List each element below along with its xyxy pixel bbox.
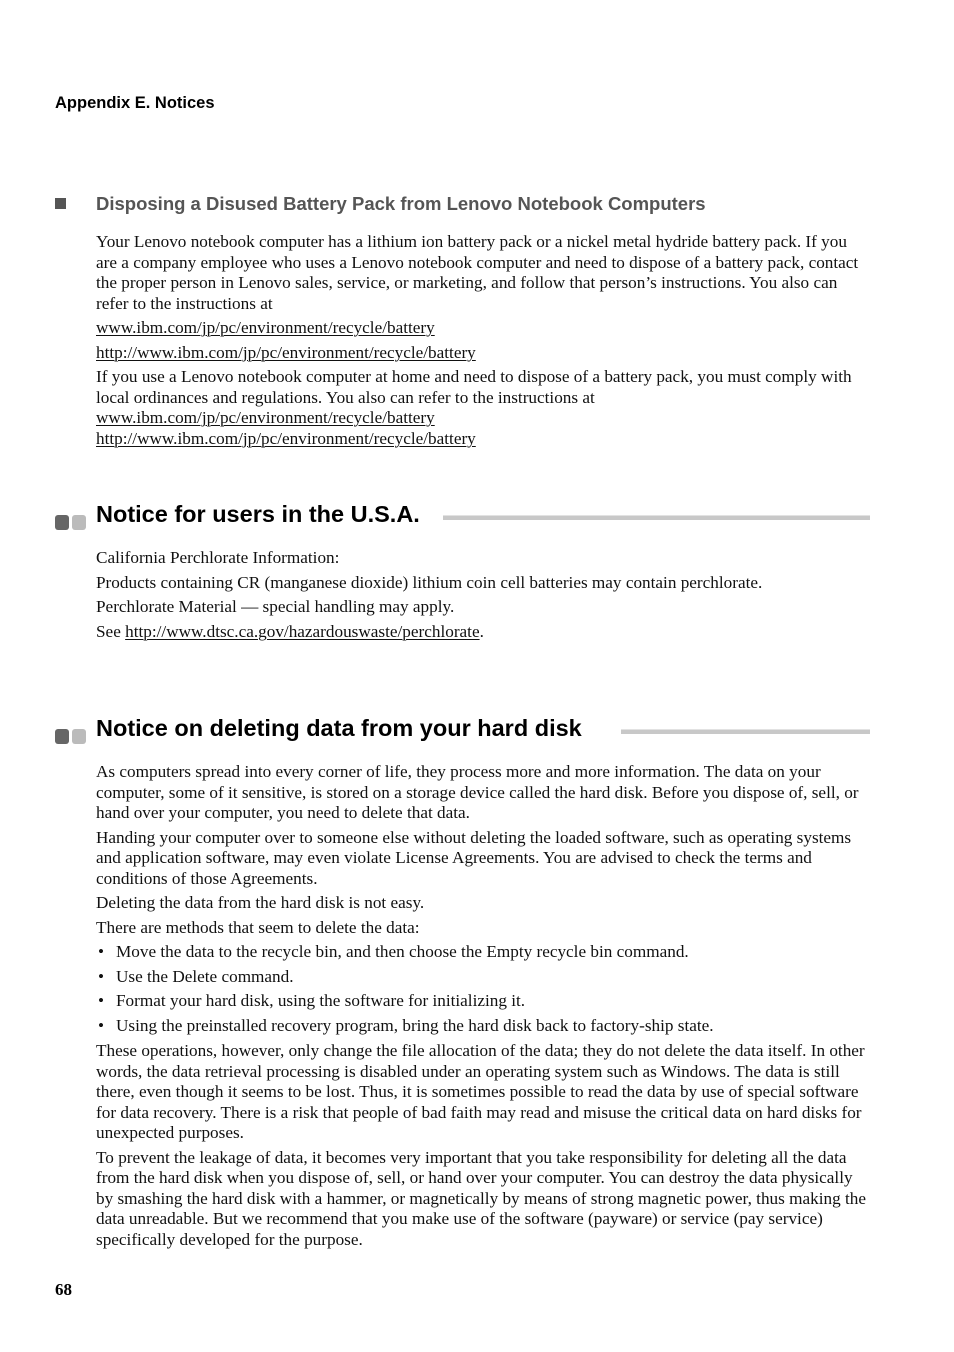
dtsc-link[interactable]: http://www.dtsc.ca.gov/hazardouswaste/perchlorate: [125, 621, 480, 641]
list-item: • Using the preinstalled recovery program, bring the hard disk back to factory-ship state.: [96, 1016, 866, 1037]
battery-link-1[interactable]: www.ibm.com/jp/pc/environment/recycle/battery: [96, 318, 435, 337]
harddisk-para-4: There are methods that seem to delete the data:: [96, 917, 420, 937]
battery-section-body: [96, 232, 866, 449]
harddisk-para-5: These operations, however, only change the file allocation of the data; they do not delete the data itself. In other words, the data retrieval processing is disabled under an operating system such as Windows. The data is still there, even though it seems to be lost. Thus, it is sometimes possible to read the data by use of special software for data recovery. There is a risk that people of bad faith may read and misuse the critical data on hard disks for unexpected purposes.: [96, 1041, 865, 1142]
harddisk-section-body: [96, 762, 866, 1250]
usa-line-2: Products containing CR (manganese dioxide) lithium coin cell batteries may contain perchlorate.: [96, 572, 763, 592]
harddisk-para-1: As computers spread into every corner of life, they process more and more information. The data on your computer, some of it sensitive, is stored on a storage device called the hard disk. Before you dispose of, sell, or hand over your computer, you need to delete that data.: [96, 762, 859, 822]
usa-section-heading: [55, 501, 870, 531]
page-number: 68: [55, 1280, 72, 1299]
usa-see-suffix: .: [479, 621, 484, 641]
battery-link-3[interactable]: www.ibm.com/jp/pc/environment/recycle/battery: [96, 408, 435, 427]
harddisk-section-heading: [55, 715, 870, 745]
battery-link-4[interactable]: http://www.ibm.com/jp/pc/environment/recycle/battery: [96, 428, 476, 448]
running-head: Appendix E. Notices: [55, 94, 215, 112]
list-item: • Move the data to the recycle bin, and then choose the Empty recycle bin command.: [96, 942, 866, 963]
usa-line-1: California Perchlorate Information:: [96, 548, 340, 567]
heading-marker-icon: [55, 723, 89, 750]
heading-rule: [621, 729, 870, 734]
square-bullet-icon: [55, 198, 66, 209]
harddisk-section-title: Notice on deleting data from your hard disk: [96, 715, 582, 741]
list-item: • Use the Delete command.: [96, 967, 866, 988]
list-item: • Format your hard disk, using the software for initializing it.: [96, 991, 866, 1012]
delete-methods-list: [96, 942, 866, 1036]
heading-rule: [443, 515, 870, 520]
usa-section-body: [96, 548, 866, 642]
battery-section-title: Disposing a Disused Battery Pack from Lenovo Notebook Computers: [96, 193, 706, 214]
battery-para-1: Your Lenovo notebook computer has a lithium ion battery pack or a nickel metal hydride battery pack. If you are a company employee who uses a Lenovo notebook computer and need to dispose of a battery pack, contact the proper person in Lenovo sales, service, or marketing, and follow that person’s instructions. You also can refer to the instructions at: [96, 232, 859, 313]
heading-marker-icon: [55, 509, 89, 536]
harddisk-para-6: To prevent the leakage of data, it becomes very important that you take responsibility for deleting all the data from the hard disk when you dispose of, sell, or hand over your computer. You can destroy the data physically by smashing the hard disk with a hammer, or magnetically by means of strong magnetic power, thus making the data unreadable. But we recommend that you make use of the software (payware) or service (pay service) specifically developed for the purpose.: [96, 1147, 866, 1249]
usa-see-line: [96, 622, 866, 643]
battery-link-2[interactable]: http://www.ibm.com/jp/pc/environment/recycle/battery: [96, 342, 476, 362]
harddisk-para-3: Deleting the data from the hard disk is not easy.: [96, 893, 425, 912]
usa-line-3: Perchlorate Material — special handling may apply.: [96, 597, 455, 616]
harddisk-para-2: Handing your computer over to someone else without deleting the loaded software, such as operating systems and application software, may even violate License Agreements. You are advised to check the terms and conditions of those Agreements.: [96, 827, 852, 888]
battery-para-2: If you use a Lenovo notebook computer at home and need to dispose of a battery pack, you must comply with local ordinances and regulations. You also can refer to the instructions at: [96, 367, 852, 407]
usa-see-prefix: See: [96, 621, 126, 641]
usa-section-title: Notice for users in the U.S.A.: [96, 501, 420, 527]
